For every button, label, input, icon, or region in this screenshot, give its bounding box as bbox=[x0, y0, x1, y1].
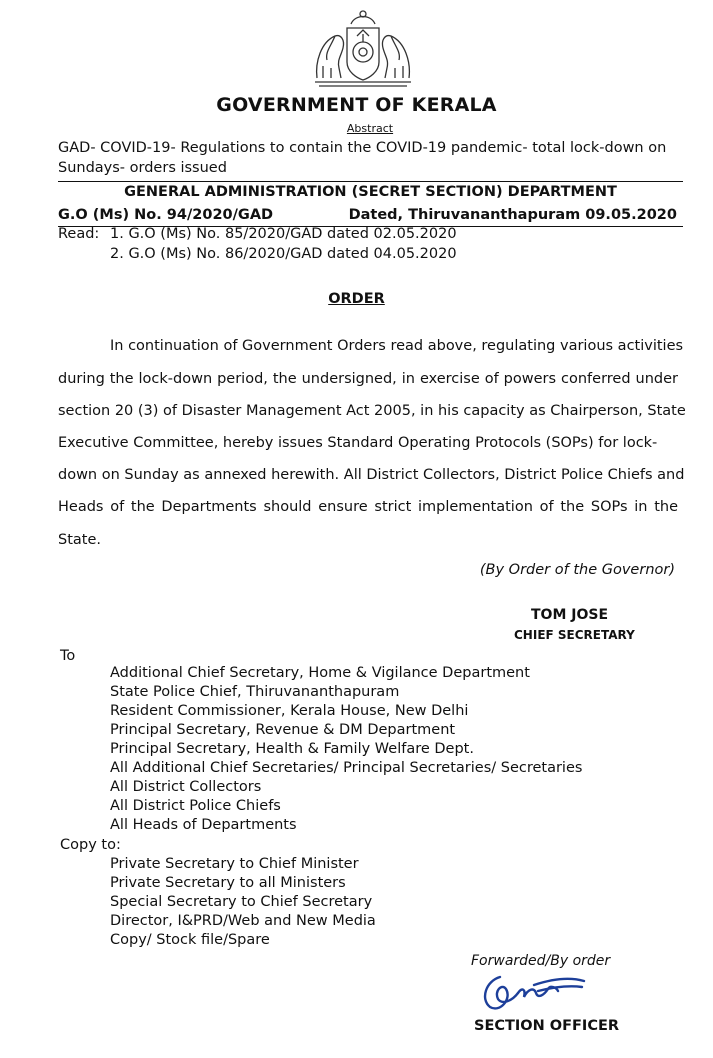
department-name: GENERAL ADMINISTRATION (SECRET SECTION) DEPARTMENT bbox=[124, 184, 617, 200]
to-label: To bbox=[60, 648, 76, 664]
order-line: section 20 (3) of Disaster Management Act 2005, in his capacity as Chairperson, State bbox=[58, 403, 686, 419]
order-line: during the lock-down period, the undersigned, in exercise of powers conferred under bbox=[58, 371, 678, 387]
copy-recipient: Private Secretary to all Ministers bbox=[110, 875, 346, 891]
copy-recipient: Special Secretary to Chief Secretary bbox=[110, 894, 373, 910]
order-line: Heads of the Departments should ensure strict implementation of the SOPs in the bbox=[58, 499, 678, 515]
section-officer: SECTION OFFICER bbox=[474, 1018, 620, 1034]
subject: GAD- COVID-19- Regulations to contain the COVID-19 pandemic- total lock-down on Sundays- orders issued bbox=[58, 140, 667, 176]
kerala-emblem-icon bbox=[311, 6, 415, 94]
copy-recipient: Private Secretary to Chief Minister bbox=[110, 856, 359, 872]
copy-recipient: Copy/ Stock file/Spare bbox=[110, 932, 270, 948]
order-line: In continuation of Government Orders read above, regulating various activities bbox=[110, 338, 684, 354]
recipient: All Heads of Departments bbox=[110, 817, 297, 833]
copy-to-label: Copy to: bbox=[60, 837, 121, 853]
signatory-name: TOM JOSE bbox=[531, 607, 609, 623]
recipient: State Police Chief, Thiruvananthapuram bbox=[110, 684, 400, 700]
abstract-label: Abstract bbox=[346, 122, 394, 135]
forwarded-by-order: Forwarded/By order bbox=[471, 953, 611, 969]
signature-icon bbox=[478, 969, 588, 1015]
order-line: State. bbox=[58, 532, 101, 548]
order-line: Executive Committee, hereby issues Standard Operating Protocols (SOPs) for lock- bbox=[58, 435, 658, 451]
recipient: Principal Secretary, Revenue & DM Department bbox=[110, 722, 456, 738]
recipient: Additional Chief Secretary, Home & Vigilance Department bbox=[110, 665, 530, 681]
recipient: Principal Secretary, Health & Family Welfare Dept. bbox=[110, 741, 474, 757]
order-line: down on Sunday as annexed herewith. All District Collectors, District Police Chiefs and bbox=[58, 467, 685, 483]
order-date: Dated, Thiruvananthapuram 09.05.2020 bbox=[348, 207, 677, 223]
signatory-designation: CHIEF SECRETARY bbox=[514, 628, 635, 642]
read-item: 2. G.O (Ms) No. 86/2020/GAD dated 04.05.2020 bbox=[110, 246, 457, 262]
order-heading: ORDER bbox=[328, 291, 385, 307]
recipient: Resident Commissioner, Kerala House, New Delhi bbox=[110, 703, 469, 719]
read-label: Read: bbox=[58, 226, 100, 242]
recipient: All District Police Chiefs bbox=[110, 798, 281, 814]
by-order-of-governor: (By Order of the Governor) bbox=[479, 562, 675, 578]
recipient: All Additional Chief Secretaries/ Principal Secretaries/ Secretaries bbox=[110, 760, 583, 776]
document-title: GOVERNMENT OF KERALA bbox=[216, 94, 497, 116]
go-number: G.O (Ms) No. 94/2020/GAD bbox=[58, 207, 274, 223]
recipient: All District Collectors bbox=[110, 779, 262, 795]
read-item: 1. G.O (Ms) No. 85/2020/GAD dated 02.05.2020 bbox=[110, 226, 457, 242]
divider bbox=[58, 181, 683, 182]
copy-recipient: Director, I&PRD/Web and New Media bbox=[110, 913, 376, 929]
